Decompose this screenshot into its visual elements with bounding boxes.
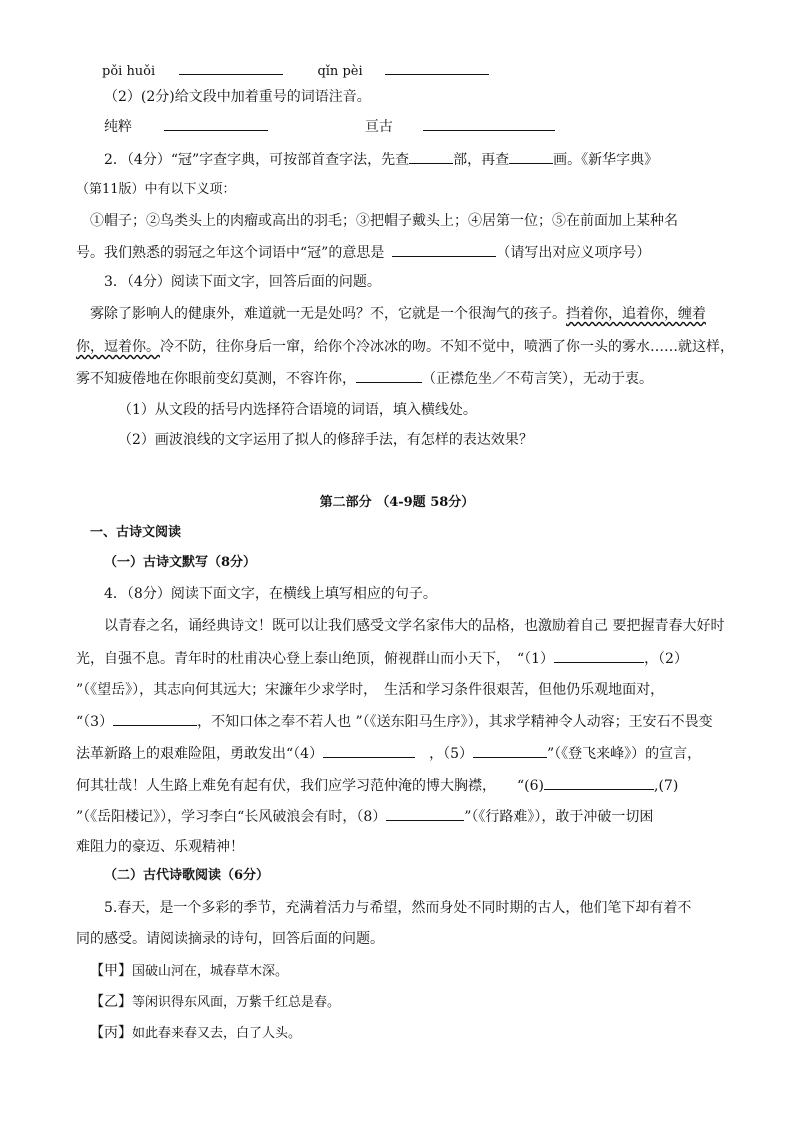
q3-para-line1 <box>90 304 750 324</box>
poem-text: 如此春来春又去，白了人头。 <box>132 1026 302 1041</box>
answer-blank[interactable] <box>409 149 453 164</box>
q4-text: 光，自强不息。青年时的杜甫决心登上泰山绝顶，俯视群山而小天下， “（1） <box>76 651 555 667</box>
q4-text: ”（《行路难》），敢于冲破一切困 <box>464 809 654 825</box>
q2-line2: （第11版）中有以下义项： <box>76 182 236 197</box>
answer-blank[interactable] <box>386 806 464 821</box>
q4-line4 <box>76 711 736 732</box>
wavy-text: 挡着你，追着你，缠着 <box>566 306 706 322</box>
answer-blank[interactable] <box>113 711 197 726</box>
q3-text: 冷不防，往你身后一窜，给你个冷冰冰的吻。不知不觉中，喷洒了你一头的雾水……就这样， <box>160 339 734 355</box>
section-heading: 一、古诗文阅读 <box>90 525 182 540</box>
q3-sub1: （1）从文段的括号内选择符合语境的词语，填入横线处。 <box>118 402 477 418</box>
q4-text: ”（《岳阳楼记》），学习李白“长风破浪会有时，（8） <box>76 809 387 825</box>
poem-text: 国破山河在，城春草木深。 <box>132 964 289 979</box>
part2-heading: 第二部分 （4-9题 58分） <box>319 495 475 510</box>
poem-yi <box>90 992 750 1013</box>
q4-text: ，（2） <box>644 651 688 667</box>
answer-blank[interactable] <box>385 60 489 75</box>
poem-tag: 【丙】 <box>90 1025 132 1041</box>
answer-blank[interactable] <box>392 242 496 257</box>
pinyin-2: qǐn pèi <box>317 64 363 79</box>
q3-text: 雾不知疲倦地在你眼前变幻莫测，不容许你， <box>76 371 356 387</box>
poem-tag: 【乙】 <box>90 994 132 1010</box>
q4-line8: 难阻力的豪迈、乐观精神！ <box>76 839 244 855</box>
answer-blank[interactable] <box>164 116 268 131</box>
answer-blank[interactable] <box>323 743 415 758</box>
q4-text: 何其壮哉！人生路上难免有起有伏，我们应学习范仲淹的博大胸襟， “(6) <box>76 778 544 794</box>
q4-text: ，不知口体之奉不若人也 ”（《送东阳马生序》），其求学精神令人动容；王安石不畏变 <box>197 714 713 730</box>
answer-blank[interactable] <box>554 648 644 663</box>
q3-text: 雾除了影响人的健康外，难道就一无是处吗？不，它就是一个很淘气的孩子。 <box>90 306 566 322</box>
q2-line3: ①帽子；②鸟类头上的肉瘤或高出的羽毛；③把帽子戴头上；④居第一位；⑤在前面加上某种名 <box>90 213 678 229</box>
q4-line3: ”（《望岳》），其志向何其远大；宋濂年少求学时， 生活和学习条件很艰苦，但他仍乐观地面对， <box>76 682 665 698</box>
pinyin-1: pǒi huǒi <box>102 64 156 79</box>
poem-tag: 【甲】 <box>90 963 132 979</box>
q3-title: 3．（4分）阅读下面文字，回答后面的问题。 <box>104 274 381 290</box>
q4-text: ”（《登飞来峰》）的宣言， <box>547 746 702 762</box>
q4-text: ，（5） <box>429 746 473 762</box>
q2-text: （请写出对应义项序号） <box>496 245 651 261</box>
answer-blank[interactable] <box>509 149 553 164</box>
word-line <box>104 116 764 137</box>
answer-blank[interactable] <box>423 116 555 131</box>
q3-para-line3 <box>76 368 736 389</box>
subsection-heading: （一）古诗文默写（8分） <box>104 555 257 570</box>
poem-text: 等闲识得东风面，万紫千红总是春。 <box>132 995 341 1010</box>
wavy-text: 你，逗着你。 <box>76 339 160 355</box>
q4-line7 <box>76 806 736 827</box>
q5-line1: 5.春天，是一个多彩的季节，充满着活力与希望，然而身处不同时期的古人，他们笔下却有着不 <box>104 900 692 916</box>
q1-sub2: （2）(2分)给文段中加着重号的词语注音。 <box>104 89 371 105</box>
answer-blank[interactable] <box>356 368 422 383</box>
q2-line1 <box>104 149 764 170</box>
word-2: 亘古 <box>364 119 393 135</box>
q3-text: （正襟危坐／不苟言笑），无动于衷。 <box>422 371 653 387</box>
poem-bing <box>90 1023 750 1044</box>
q4-text: “（3） <box>76 714 114 730</box>
q3-para-line2 <box>76 337 736 357</box>
pinyin-line <box>76 60 736 82</box>
subsection-heading: （二）古代诗歌阅读（6分） <box>104 868 270 883</box>
answer-blank[interactable] <box>544 775 654 790</box>
q4-line2 <box>76 648 736 669</box>
q2-text: 号。我们熟悉的弱冠之年这个词语中“冠”的意思是 <box>76 245 385 261</box>
answer-blank[interactable] <box>473 743 547 758</box>
q4-title: 4．（8分）阅读下面文字，在横线上填写相应的句子。 <box>104 586 437 602</box>
q4-line1: 以青春之名，诵经典诗文！既可以让我们感受文学名家伟大的品格，也激励着自己 要把握青春大好时 <box>104 618 725 634</box>
q5-line2: 同的感受。请阅读摘录的诗句，回答后面的问题。 <box>76 931 384 947</box>
q4-text: 法革新路上的艰难险阻，勇敢发出“（4） <box>76 746 324 762</box>
q2-text: 2．（4分）“冠”字查字典，可按部首查字法，先查 <box>104 152 410 168</box>
q2-text: 画。《新华字典》 <box>553 152 659 168</box>
q2-line4 <box>76 242 736 263</box>
q4-line6 <box>76 775 736 796</box>
q4-line5 <box>76 743 736 764</box>
q4-text: ,(7) <box>654 778 679 794</box>
q3-sub2: （2）画波浪线的文字运用了拟人的修辞手法，有怎样的表达效果？ <box>118 432 533 448</box>
poem-jia <box>90 961 750 982</box>
q2-text: 部，再查 <box>453 152 510 168</box>
answer-blank[interactable] <box>179 60 283 75</box>
word-1: 纯粹 <box>104 119 132 135</box>
